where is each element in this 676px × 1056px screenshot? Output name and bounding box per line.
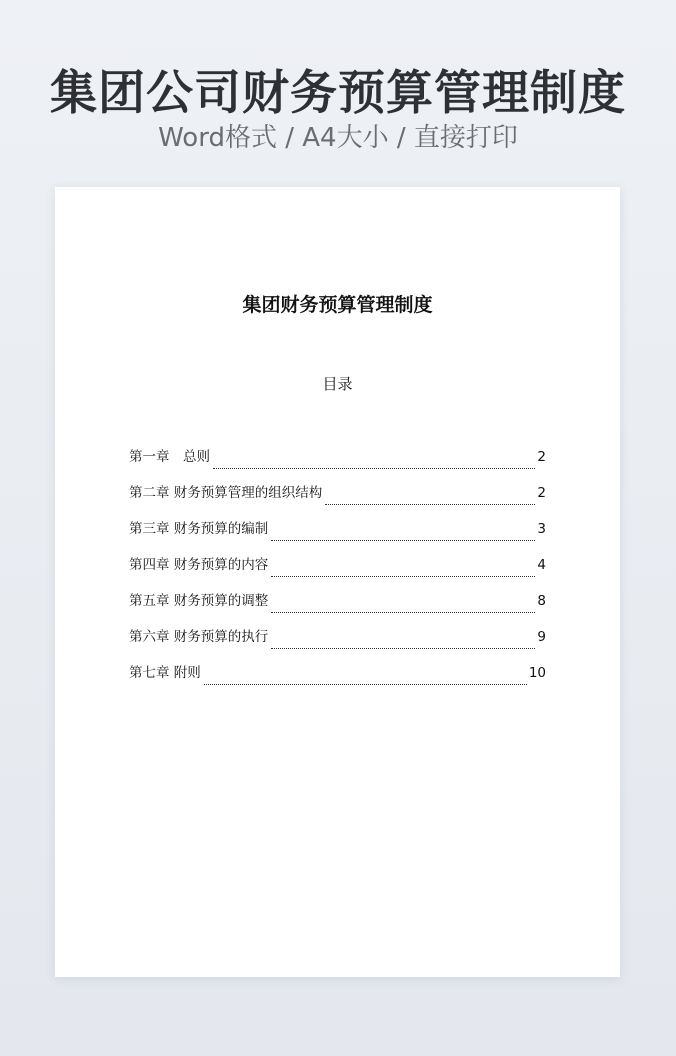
toc-entry-label: 第一章 总则 [129,449,210,465]
toc-leader-dots [271,611,535,613]
toc-entry-page: 8 [537,593,546,609]
document-title: 集团财务预算管理制度 [242,294,433,316]
banner-subtitle: Word格式 / A4大小 / 直接打印 [158,123,518,153]
toc-leader-dots [271,575,535,577]
document-page [55,187,620,977]
table-of-contents [129,446,546,698]
toc-entry-label: 第三章 财务预算的编制 [129,521,269,537]
toc-entry [129,626,546,662]
toc-leader-dots [325,503,535,505]
toc-entry-page: 4 [537,557,546,573]
toc-entry [129,590,546,626]
toc-entry-label: 第五章 财务预算的调整 [129,593,269,609]
toc-entry-page: 9 [537,629,546,645]
toc-leader-dots [271,539,535,541]
toc-leader-dots [271,647,535,649]
toc-entry-label: 第四章 财务预算的内容 [129,557,269,573]
toc-entry [129,482,546,518]
toc-leader-dots [213,467,535,469]
toc-entry-label: 第二章 财务预算管理的组织结构 [129,485,323,501]
toc-leader-dots [204,683,527,685]
toc-entry-page: 2 [537,449,546,465]
toc-entry [129,446,546,482]
toc-entry [129,518,546,554]
toc-entry-label: 第六章 财务预算的执行 [129,629,269,645]
banner-title: 集团公司财务预算管理制度 [50,66,626,121]
toc-entry-page: 10 [528,665,546,681]
toc-heading: 目录 [322,375,353,393]
toc-entry-label: 第七章 附则 [129,665,201,681]
toc-entry-page: 2 [537,485,546,501]
toc-entry [129,662,546,698]
toc-entry-page: 3 [537,521,546,537]
toc-entry [129,554,546,590]
